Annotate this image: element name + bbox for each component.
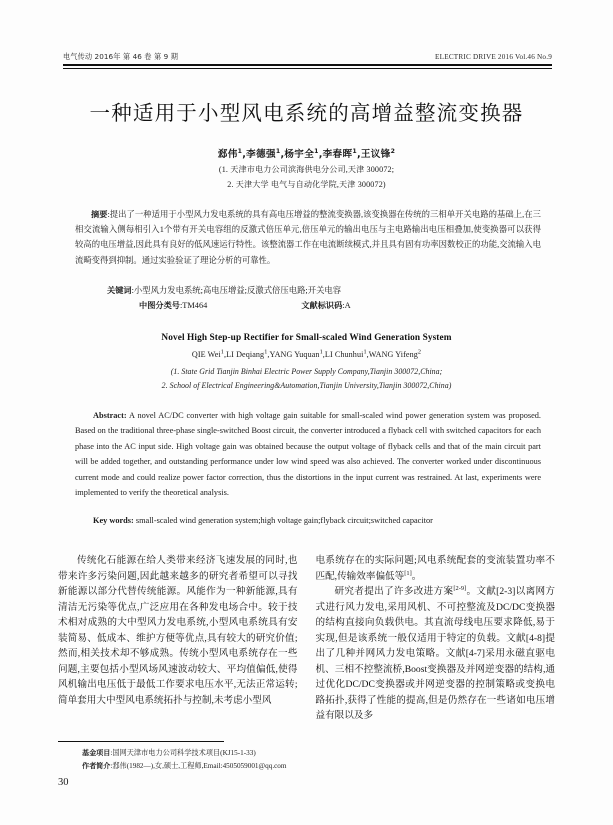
footnote-bio-text: :郄伟(1982—),女,硕士,工程师,Email:4505059001@qq.com xyxy=(110,762,287,770)
footnote-bio xyxy=(58,760,418,773)
affiliation-marker: 1 xyxy=(275,147,281,155)
affiliation-marker: 1 xyxy=(319,348,323,356)
body-text: 电系统存在的实际问题;风电系统配套的变流装置功率不匹配,传输效率偏低等 xyxy=(315,555,555,582)
keywords-en-label: Key words: xyxy=(93,516,134,525)
body-paragraph xyxy=(316,553,556,584)
affiliation-marker: 1 xyxy=(363,348,367,356)
affiliation-marker: 2 xyxy=(390,147,396,155)
header-rule-thin xyxy=(63,68,552,69)
document-code-label: 文献标识码 xyxy=(301,300,343,310)
abstract-cn-text: :提出了一种适用于小型风力发电系统的具有高电压增益的整流变换器,该变换器在传统的三相单开关电路的基础上,在三相交流输入侧每相引入1个带有开关电容组的反激式倍压单元,倍压单元的输出电压与主电路输出电压相叠加,使变换器可以获得较高的电压增益,因此具有良好的低风速运行特性。该整流器工作在电流断续模式,并且具有固有功率因数校正的功能,交流输入电流畸变得到抑制。通过实验验证了理论分析的可靠性。 xyxy=(75,210,541,265)
author-list-en: QIE Wei$^1$,LI Deqiang$^1$,YANG Yuquan$^1$,LI Chunhui$^1$,WANG Yifeng$^2$ xyxy=(191,348,422,359)
author-cn-4: 李春晖$^1$ xyxy=(322,147,357,160)
body-column-left xyxy=(58,553,298,724)
page-sheet xyxy=(52,0,561,825)
body-text: 研究者提出了许多改进方案 xyxy=(334,586,454,597)
body-column-right xyxy=(316,553,556,724)
author-cn-5: 王议锋$^2$ xyxy=(360,147,396,160)
author-cn-1: 郄伟$^1$ xyxy=(217,147,243,160)
document-code xyxy=(269,298,350,313)
author-en-3: YANG Yuquan$^1$ xyxy=(269,348,323,359)
abstract-cn-label: 摘要 xyxy=(91,209,108,219)
affiliation-marker: 1 xyxy=(264,348,268,356)
keywords-cn-label: 关键词 xyxy=(107,285,132,295)
running-head-left: 电气传动 2016年 第 46 卷 第 9 期 xyxy=(63,52,178,61)
footnote-bio-label: 作者简介 xyxy=(82,761,111,770)
body-columns xyxy=(58,553,555,724)
abstract-en-text: A novel AC/DC converter with high voltage gain suitable for small-scaled wind power generation system was proposed. Based on the traditional three-phase single-switched Boost circuit, the converter introduced a flyback cell with switched capacitors for each phase into the AC input side. High voltage gain was obtained because the output voltage of flyback cells and that of the main circuit part will be added together, and outstanding performance under low wind speed was also achieved. The converter worked under discontinuous current mode and could realize power factor correction, thus the distortions in the input current was restrained. At last, experiments were implemented to verify the theoretical analysis. xyxy=(75,411,541,498)
abstract-cn xyxy=(75,207,541,268)
affiliation-en-1: (1. State Grid Tianjin Binhai Electric Power Supply Company,Tianjin 300072,China; xyxy=(170,367,443,376)
footnote-fund-text: :国网天津市电力公司科学技术项目(KJ15-1-33) xyxy=(110,749,256,757)
affiliation-marker: 2 xyxy=(417,348,422,356)
author-en-1: QIE Wei$^1$ xyxy=(191,348,224,359)
clc-value: :TM464 xyxy=(179,301,208,310)
clc-label: 中图分类号 xyxy=(139,300,180,310)
footnote-fund xyxy=(58,747,418,760)
body-paragraph xyxy=(316,584,556,724)
page-title-cn: 一种适用于小型风电系统的高增益整流变换器 xyxy=(89,101,524,125)
affiliation-cn-1: (1. 天津市电力公司滨海供电分公司,天津 300072; xyxy=(218,165,395,174)
citation-reference: [2-9] xyxy=(453,584,467,592)
body-text: 。 xyxy=(411,570,422,582)
author-cn-3: 杨宇全$^1$ xyxy=(284,147,319,160)
affiliation-marker: 1 xyxy=(220,348,224,356)
citation-reference: [1] xyxy=(404,569,412,577)
author-list-cn: 郄伟$^1$,李德强$^1$,杨宇全$^1$,李春晖$^1$,王议锋$^2$ xyxy=(217,147,396,160)
clc-line xyxy=(75,298,541,313)
running-head-right: ELECTRIC DRIVE 2016 Vol.46 No.9 xyxy=(435,53,552,61)
abstract-en xyxy=(75,408,541,500)
abstract-en-label: Abstract: xyxy=(93,411,127,420)
keywords-cn xyxy=(75,283,541,298)
page-number: 30 xyxy=(58,777,69,788)
author-en-5: WANG Yifeng$^2$ xyxy=(368,348,422,359)
author-en-2: LI Deqiang$^1$ xyxy=(226,348,268,359)
page-title-en: Novel High Step-up Rectifier for Small-scaled Wind Generation System xyxy=(161,333,452,343)
author-en-4: LI Chunhui$^1$ xyxy=(324,348,367,359)
footnote-fund-label: 基金项目 xyxy=(82,748,111,757)
body-paragraph: 传统化石能源在给人类带来经济飞速发展的同时,也带来许多污染问题,因此越来越多的研究者希望可以寻找新能源以部分代替传统能源。风能作为一种新能源,具有清洁无污染等优点,广泛应用在各种发电场合中。较于技术相对成熟的大中型风力发电系统,小型风电系统具有安装简易、低成本、维护方便等优点,具有较大的研究价值;然而,相关技术却不够成熟。传统小型风电系统存在一些问题,主要包括小型风场风速波动较大、平均值偏低,使得风机输出电压低于最低工作要求电压水平,无法正常运转;简单套用大中型风电系统拓扑与控制,未考虑小型风 xyxy=(58,555,298,706)
affiliation-cn-2: 2. 天津大学 电气与自动化学院,天津 300072) xyxy=(227,180,386,189)
affiliation-en-2: 2. School of Electrical Engineering&Automation,Tianjin University,Tianjin 300072,China) xyxy=(161,381,452,390)
footnote-rule xyxy=(58,741,224,742)
keywords-cn-text: :小型风力发电系统;高电压增益;反激式倍压电路;开关电容 xyxy=(131,286,342,295)
header-rule-thick xyxy=(63,64,552,66)
affiliation-marker: 1 xyxy=(314,147,319,155)
running-head xyxy=(63,52,552,62)
keywords-en xyxy=(75,514,541,528)
document-code-value: :A xyxy=(342,301,351,310)
keywords-en-text: small-scaled wind generation system;high voltage gain;flyback circuit;switched capacitor xyxy=(133,516,433,525)
affiliation-marker: 1 xyxy=(352,147,357,155)
body-text: 。文献[2-3]以离网方式进行风力发电,采用风机、不可控整流及DC/DC变换器的结构直接向负载供电。其直流母线电压要求降低,易于实现,但是该系统一般仅适用于特定的负载。文献[4-8]提出了几种并网风力发电策略。文献[4-7]采用永磁直驱电机、三相不控整流桥,Boost变换器及并网逆变器的结构,通过优化DC/DC变换器或并网逆变器的控制策略或变换电路拓扑,获得了性能的提高,但是仍然存在一些诸如电压增益有限以及多 xyxy=(315,586,555,721)
author-cn-2: 李德强$^1$ xyxy=(246,147,281,160)
clc-number xyxy=(107,298,207,313)
affiliation-marker: 1 xyxy=(237,147,243,155)
